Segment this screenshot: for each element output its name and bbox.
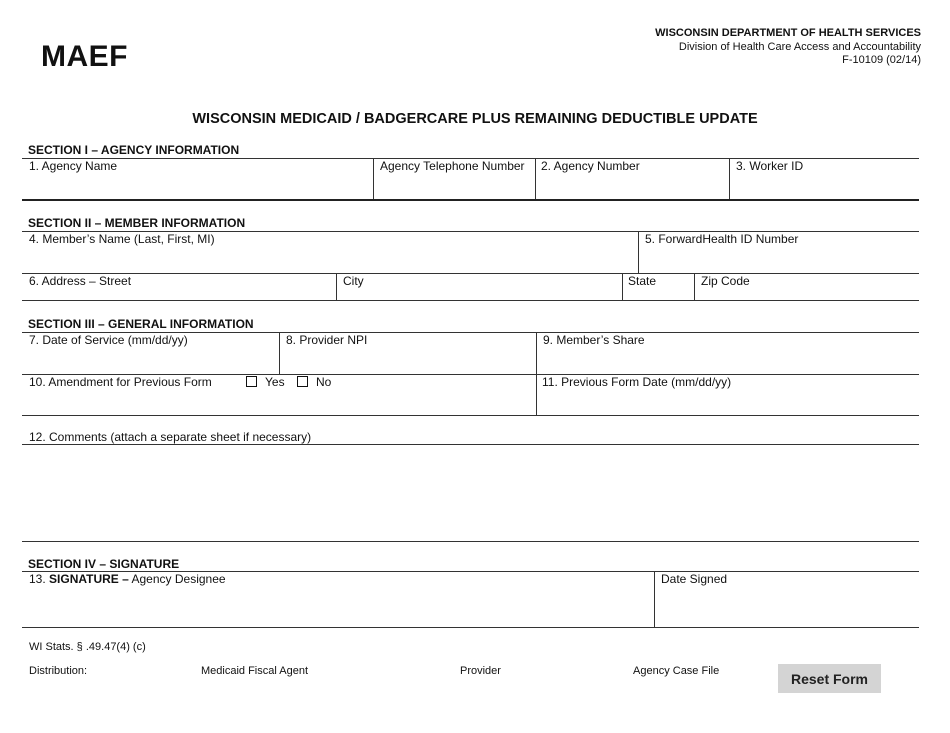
form-number: F-10109 (02/14) — [842, 54, 921, 66]
form-code: MAEF — [41, 40, 128, 73]
divider — [654, 571, 655, 628]
section-2-heading: SECTION II – MEMBER INFORMATION — [28, 216, 246, 230]
divider — [373, 158, 374, 200]
agency-phone-field[interactable]: Agency Telephone Number — [380, 159, 525, 173]
city-field[interactable]: City — [343, 274, 364, 288]
distribution-fiscal-agent: Medicaid Fiscal Agent — [201, 665, 308, 677]
statute-reference: WI Stats. § .49.47(4) (c) — [29, 641, 146, 653]
date-of-service-field[interactable]: 7. Date of Service (mm/dd/yy) — [29, 333, 188, 347]
division-name: Division of Health Care Access and Accountability — [678, 40, 921, 53]
forwardhealth-id-field[interactable]: 5. ForwardHealth ID Number — [645, 232, 799, 246]
divider — [694, 273, 695, 301]
section-4-heading: SECTION IV – SIGNATURE — [28, 557, 180, 571]
amendment-no-label: No — [316, 375, 332, 389]
divider — [336, 273, 337, 301]
agency-number-field[interactable]: 2. Agency Number — [541, 159, 640, 173]
section-1-bottom-rule — [22, 199, 919, 201]
section-1-heading: SECTION I – AGENCY INFORMATION — [28, 143, 240, 157]
row-rule — [22, 415, 919, 416]
divider — [622, 273, 623, 301]
date-signed-field[interactable]: Date Signed — [661, 572, 728, 586]
amendment-no-checkbox[interactable] — [297, 376, 308, 387]
comments-bottom-rule — [22, 541, 919, 542]
row-rule — [22, 273, 919, 274]
comments-label: 12. Comments (attach a separate sheet if necessary) — [29, 430, 312, 444]
amendment-label: 10. Amendment for Previous Form — [29, 375, 212, 389]
previous-form-date-field[interactable]: 11. Previous Form Date (mm/dd/yy) — [542, 375, 732, 389]
divider — [535, 158, 536, 200]
member-name-field[interactable]: 4. Member’s Name (Last, First, MI) — [29, 232, 215, 246]
signature-number: 13. — [29, 572, 46, 586]
members-share-field[interactable]: 9. Member’s Share — [543, 333, 645, 347]
department-name: WISCONSIN DEPARTMENT OF HEALTH SERVICES — [655, 27, 921, 39]
agency-name-field[interactable]: 1. Agency Name — [29, 159, 118, 173]
distribution-provider: Provider — [460, 665, 501, 677]
amendment-yes-label: Yes — [265, 375, 285, 389]
worker-id-field[interactable]: 3. Worker ID — [736, 159, 804, 173]
divider — [638, 231, 639, 273]
divider — [729, 158, 730, 200]
section-3-heading: SECTION III – GENERAL INFORMATION — [28, 317, 254, 331]
reset-form-button[interactable]: Reset Form — [778, 664, 881, 693]
divider — [279, 332, 280, 374]
department-block — [655, 27, 921, 68]
form-title: WISCONSIN MEDICAID / BADGERCARE PLUS REMAINING DEDUCTIBLE UPDATE — [192, 111, 758, 127]
section-4-bottom-rule — [22, 627, 919, 628]
signature-field[interactable] — [29, 572, 226, 586]
signature-bold-label: SIGNATURE – — [49, 572, 129, 586]
section-2-bottom-rule — [22, 300, 919, 301]
state-field[interactable]: State — [628, 274, 657, 288]
comments-area[interactable] — [22, 445, 919, 540]
provider-npi-field[interactable]: 8. Provider NPI — [286, 333, 368, 347]
distribution-case-file: Agency Case File — [633, 665, 720, 677]
signature-designee-label: Agency Designee — [131, 572, 226, 586]
zip-code-field[interactable]: Zip Code — [701, 274, 750, 288]
amendment-yes-checkbox[interactable] — [246, 376, 257, 387]
distribution-label: Distribution: — [29, 665, 88, 677]
address-street-field[interactable]: 6. Address – Street — [29, 274, 132, 288]
